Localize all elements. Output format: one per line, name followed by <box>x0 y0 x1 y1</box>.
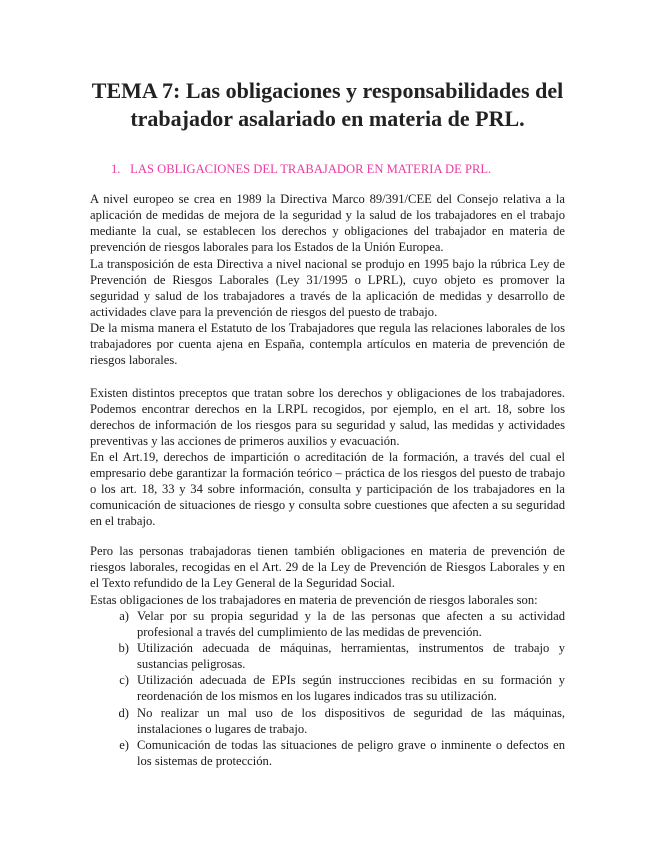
paragraph-estatuto: De la misma manera el Estatuto de los Trabajadores que regula las relaciones laborales de los trabajadores por cuenta ajena en España, contempla artículos en materia de prevención de riesgos laborales. <box>90 321 565 368</box>
section-number: 1. <box>111 162 121 176</box>
list-marker: b) <box>118 641 129 656</box>
list-marker: a) <box>119 609 129 623</box>
section-heading-text: LAS OBLIGACIONES DEL TRABAJADOR EN MATERIA DE PRL. <box>130 162 492 176</box>
title-line-1: TEMA 7: Las obligaciones y responsabilidades del <box>91 78 564 103</box>
list-marker: c) <box>119 673 129 688</box>
list-item-text: Comunicación de todas las situaciones de peligro grave o inminente o defectos en los sistemas de protección. <box>137 737 565 768</box>
list-item-text: Velar por su propia seguridad y la de las personas que afecten a su actividad profesional a través del cumplimiento de las medidas de prevención. <box>137 609 565 640</box>
list-item-text: No realizar un mal uso de los dispositivos de seguridad de las máquinas, instalaciones o lugares de trabajo. <box>137 705 565 736</box>
paragraph-transposition: La transposición de esta Directiva a nivel nacional se produjo en 1995 bajo la rúbrica Ley de Prevención de Riesgos Laborales (Ley 31/1995 o LPRL), cuyo objeto es promover la seguridad y salud de los trabajadores a través de la aplicación de medidas y desarrollo de actividades clave para la prevención de riesgos del puesto de trabajo. <box>90 257 565 320</box>
list-item <box>90 737 565 769</box>
title-line-2: trabajador asalariado en materia de PRL. <box>130 106 525 131</box>
paragraph-obligaciones: Pero las personas trabajadoras tienen también obligaciones en materia de prevención de riesgos laborales, recogidas en el Art. 29 de la Ley de Prevención de Riesgos Laborales y en el Texto refundido de la Ley General de la Seguridad Social. <box>90 544 565 591</box>
document-title <box>60 77 595 133</box>
obligations-list <box>90 608 565 769</box>
list-marker: d) <box>118 705 129 720</box>
paragraph-preceptos: Existen distintos preceptos que tratan sobre los derechos y obligaciones de los trabajadores. Podemos encontrar derechos en la LRPL recogidos, por ejemplo, en el art. 18, sobre los derechos de información de los riesgos para su seguridad y salud, las medidas y actividades preventivas y las acciones de primeros auxilios y evacuación. <box>90 386 565 449</box>
paragraph-list-intro: Estas obligaciones de los trabajadores en materia de prevención de riesgos laborales son: <box>90 593 538 607</box>
section-heading <box>111 162 491 177</box>
list-marker: e) <box>119 737 129 752</box>
paragraph-art19: En el Art.19, derechos de impartición o acreditación de la formación, a través del cual el empresario debe garantizar la formación teórico – práctica de los riesgos del puesto de trabajo o los art. 18, 33 y 34 sobre información, consulta y participación de los trabajadores en la comunicación de situaciones de riesgo y consulta sobre cuestiones que afecten a su seguridad en el trabajo. <box>90 450 565 529</box>
list-item <box>90 672 565 704</box>
list-item <box>90 640 565 672</box>
list-item <box>90 705 565 737</box>
list-item-text: Utilización adecuada de EPIs según instrucciones recibidas en su formación y reordenación de los mismos en los lugares indicados tras su utilización. <box>137 673 565 704</box>
list-item <box>90 608 565 640</box>
paragraph-directive: A nivel europeo se crea en 1989 la Directiva Marco 89/391/CEE del Consejo relativa a la aplicación de medidas de mejora de la seguridad y la salud de los trabajadores en el trabajo mediante la cual, se establecen los derechos y obligaciones del trabajador en materia de prevención de riesgos laborales para los Estados de la Unión Europea. <box>90 192 565 255</box>
list-item-text: Utilización adecuada de máquinas, herramientas, instrumentos de trabajo y sustancias peligrosas. <box>137 641 565 672</box>
